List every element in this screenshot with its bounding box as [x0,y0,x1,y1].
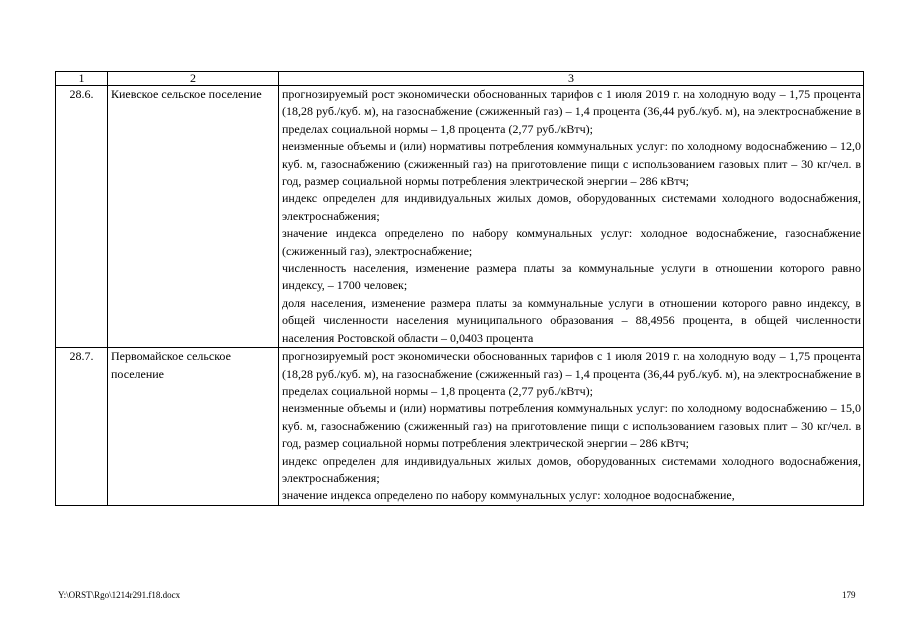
row-number: 28.6. [56,86,108,348]
paragraph: значение индекса определено по набору коммунальных услуг: холодное водоснабжение, [282,488,735,503]
page-number: 179 [842,590,856,600]
table-header-row [56,72,864,86]
paragraph: индекс определен для индивидуальных жилых домов, оборудованных системами холодного водоснабжения, электроснабжения; [282,453,861,485]
paragraph: численность населения, изменение размера платы за коммунальные услуги в отношении которого равно индексу, – 1700 человек; [282,261,861,293]
paragraph: доля населения, изменение размера платы за коммунальные услуги в отношении которого равно индексу, в общей численности населения муниципального образования – 88,4956 процента, в общей численности населения Ростовской области – 0,0403 процента [282,295,861,345]
column-header-1: 1 [56,72,108,86]
column-header-3: 3 [279,72,864,86]
row-description [279,86,864,348]
footer-file-path: Y:\ORST\Rgo\1214r291.f18.docx [58,590,181,600]
settlement-name: Первомайское сельское поселение [108,348,279,506]
column-header-2: 2 [108,72,279,86]
paragraph: прогнозируемый рост экономически обоснованных тарифов с 1 июля 2019 г. на холодную воду – 1,75 процента (18,28 руб./куб. м), на газоснабжение (сжиженный газ) – 1,4 процента (36,44 руб./куб. м), на электроснабжение в пределах социальной нормы – 1,8 процента (2,77 руб./кВтч); [282,349,861,398]
settlement-name: Киевское сельское поселение [108,86,279,348]
paragraph: неизменные объемы и (или) нормативы потребления коммунальных услуг: по холодному водоснабжению – 15,0 куб. м, газоснабжению (сжиженный газ) на приготовление пищи с использованием газовых плит – 30 кг/чел. в год, размер социальной нормы потребления электрической энергии – 286 кВтч; [282,401,861,451]
row-number: 28.7. [56,348,108,506]
row-description [279,348,864,506]
table-row [56,348,864,506]
paragraph: индекс определен для индивидуальных жилых домов, оборудованных системами холодного водоснабжения, электроснабжения; [282,191,861,223]
paragraph: прогнозируемый рост экономически обоснованных тарифов с 1 июля 2019 г. на холодную воду – 1,75 процента (18,28 руб./куб. м), на газоснабжение (сжиженный газ) – 1,4 процента (36,44 руб./куб. м), на электроснабжение в пределах социальной нормы – 1,8 процента (2,77 руб./кВтч); [282,87,861,136]
document-table [55,71,864,506]
table-row [56,86,864,348]
paragraph: неизменные объемы и (или) нормативы потребления коммунальных услуг: по холодному водоснабжению – 12,0 куб. м, газоснабжению (сжиженный газ) на приготовление пищи с использованием газовых плит – 30 кг/чел. в год, размер социальной нормы потребления электрической энергии – 286 кВтч; [282,139,861,189]
paragraph: значение индекса определено по набору коммунальных услуг: холодное водоснабжение, газоснабжение (сжиженный газ), электроснабжение; [282,226,861,258]
